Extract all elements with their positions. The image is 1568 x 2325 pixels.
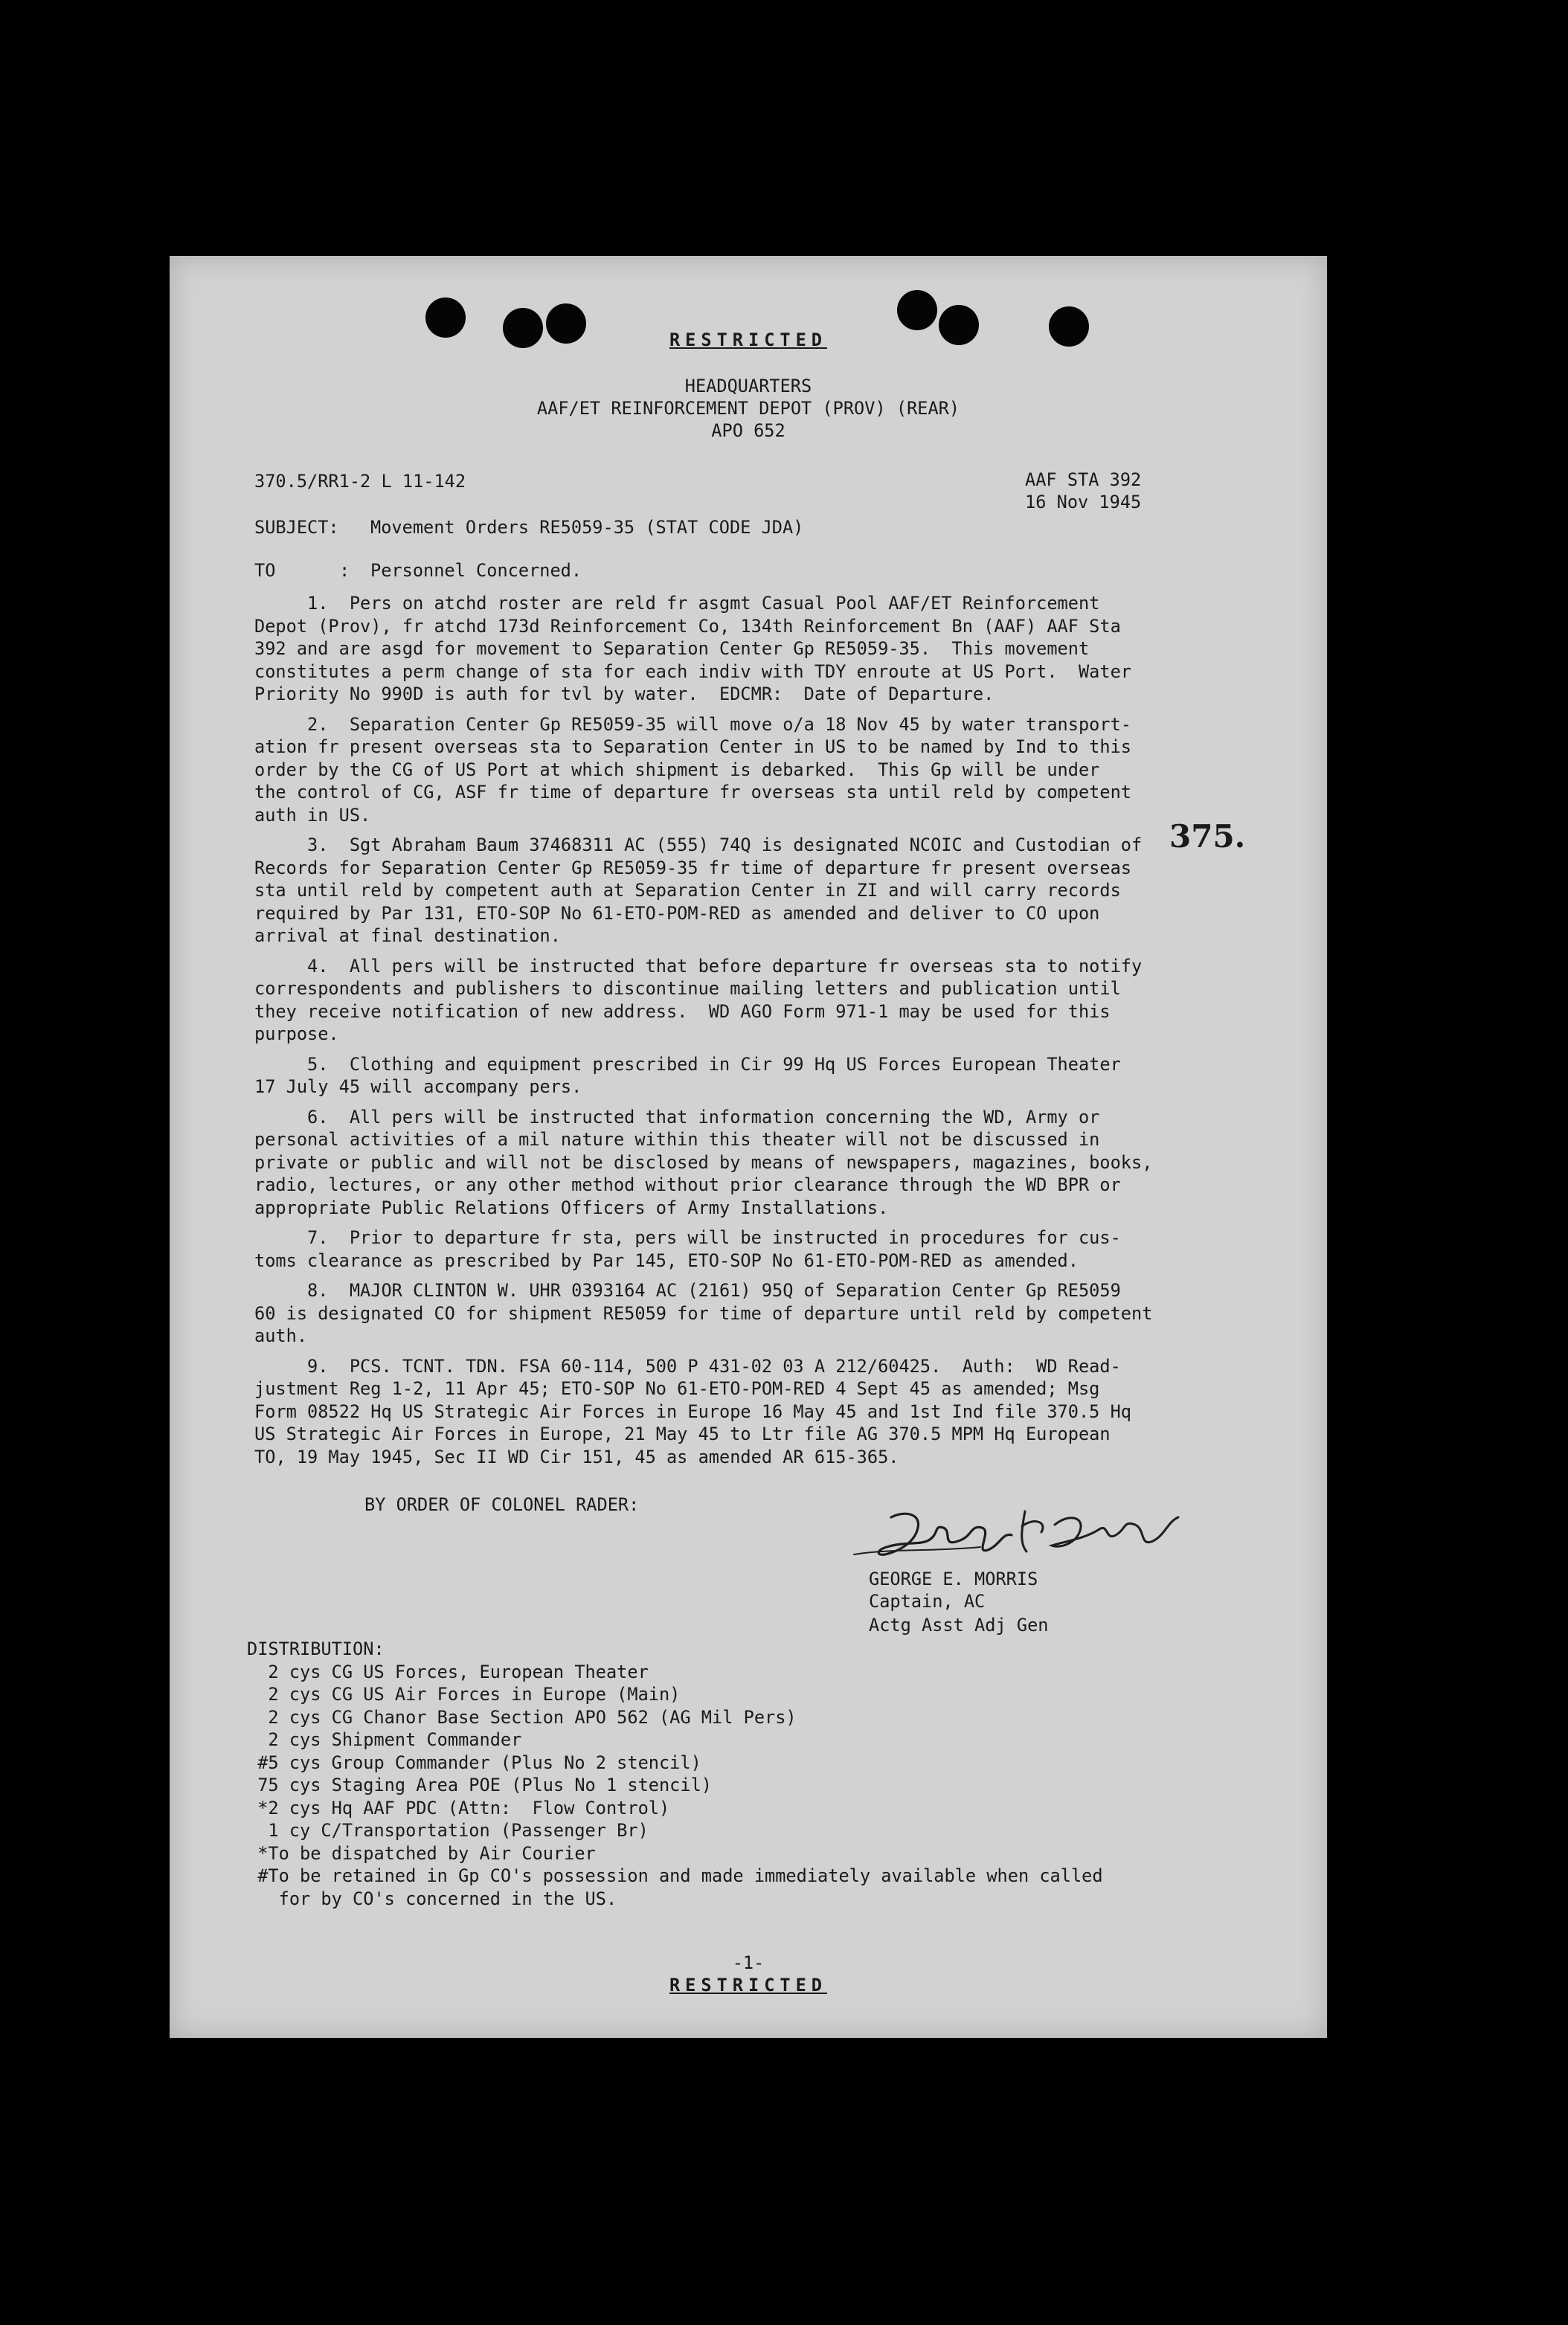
paragraph-line: constitutes a perm change of sta for each indiv with TDY enroute at US Port. Water (254, 660, 1131, 682)
paragraph-2 (254, 713, 1311, 827)
paragraph-line: 6. All pers will be instructed that information concerning the WD, Army or (254, 1106, 1100, 1128)
signature-rank: Captain, AC (869, 1591, 986, 1612)
distribution-line: #To be retained in Gp CO's possession and made immediately available when called (247, 1865, 1103, 1886)
paragraph-line: the control of CG, ASF fr time of departure fr overseas sta until reld by competent (254, 782, 1131, 803)
paragraph-8 (254, 1279, 1311, 1348)
distribution-line: 2 cys CG Chanor Base Section APO 562 (AG Mil Pers) (247, 1706, 797, 1728)
stamp-number: 375. (1169, 818, 1246, 855)
paragraph-line: appropriate Public Relations Officers of Army Installations. (254, 1197, 889, 1218)
page-number: -1- (732, 1952, 765, 1973)
paragraph-line: 2. Separation Center Gp RE5059-35 will move o/a 18 Nov 45 by water transport- (254, 713, 1131, 735)
distribution-line: *To be dispatched by Air Courier (247, 1842, 596, 1864)
paragraph-line: justment Reg 1-2, 11 Apr 45; ETO-SOP No 61-ETO-POM-RED 4 Sept 45 as amended; Msg (254, 1378, 1100, 1399)
distribution-line: for by CO's concerned in the US. (247, 1888, 617, 1909)
paragraph-line: they receive notification of new address. WD AGO Form 971-1 may be used for this (254, 1000, 1111, 1022)
org-depot: AAF/ET REINFORCEMENT DEPOT (PROV) (REAR) (536, 398, 960, 419)
body-text (254, 592, 1311, 1468)
paragraph-line: radio, lectures, or any other method without prior clearance through the WD BPR or (254, 1174, 1121, 1195)
paragraph-7 (254, 1226, 1311, 1272)
distribution-line: 2 cys CG US Forces, European Theater (247, 1661, 649, 1682)
paragraph-line: auth in US. (254, 804, 371, 826)
subject-label: SUBJECT: (254, 517, 339, 538)
paragraph-line: sta until reld by competent auth at Separation Center in ZI and will carry records (254, 880, 1121, 901)
distribution-line: 2 cys Shipment Commander (247, 1729, 522, 1750)
by-order-line: BY ORDER OF COLONEL RADER: (364, 1494, 640, 1515)
paragraph-line: personal activities of a mil nature within this theater will not be discussed in (254, 1129, 1100, 1150)
paragraph-line: private or public and will not be disclosed by means of newspapers, magazines, books, (254, 1151, 1153, 1173)
distribution-line: *2 cys Hq AAF PDC (Attn: Flow Control) (247, 1797, 670, 1818)
station: AAF STA 392 (1025, 469, 1142, 490)
file-reference: 370.5/RR1-2 L 11-142 (254, 471, 466, 492)
paragraph-1 (254, 592, 1311, 706)
paragraph-9 (254, 1355, 1311, 1469)
subject: Movement Orders RE5059-35 (STAT CODE JDA) (370, 517, 804, 538)
signature-title: Actg Asst Adj Gen (869, 1615, 1049, 1636)
paragraph-line: arrival at final destination. (254, 925, 561, 946)
punch-hole-4 (897, 290, 937, 330)
distribution-line: 75 cys Staging Area POE (Plus No 1 stencil) (247, 1775, 713, 1795)
signature-name: GEORGE E. MORRIS (869, 1569, 1038, 1589)
paragraph-line: ation fr present overseas sta to Separation Center in US to be named by Ind to this (254, 736, 1131, 757)
paragraph-line: purpose. (254, 1023, 339, 1044)
paragraph-line: Form 08522 Hq US Strategic Air Forces in Europe 16 May 45 and 1st Ind file 370.5 Hq (254, 1401, 1131, 1422)
document-page (170, 256, 1327, 2038)
paragraph-line: 7. Prior to departure fr sta, pers will be instructed in procedures for cus- (254, 1227, 1121, 1248)
org-apo: APO 652 (711, 420, 785, 441)
paragraph-line: 1. Pers on atchd roster are reld fr asgmt Casual Pool AAF/ET Reinforcement (254, 593, 1100, 614)
classification-top: RESTRICTED (669, 329, 828, 350)
distribution-line: 1 cy C/Transportation (Passenger Br) (247, 1820, 649, 1841)
paragraph-line: 5. Clothing and equipment prescribed in Cir 99 Hq US Forces European Theater (254, 1053, 1121, 1075)
to-separator: : (339, 560, 350, 581)
paragraph-line: required by Par 131, ETO-SOP No 61-ETO-POM-RED as amended and deliver to CO upon (254, 902, 1100, 924)
distribution (247, 1638, 1103, 1910)
paragraph-line: Records for Separation Center Gp RE5059-35 fr time of departure fr present overseas (254, 857, 1131, 878)
paragraph-line: 3. Sgt Abraham Baum 37468311 AC (555) 74Q is designated NCOIC and Custodian of (254, 835, 1143, 855)
paragraph-4 (254, 955, 1311, 1046)
paragraph-line: Depot (Prov), fr atchd 173d Reinforcement Co, 134th Reinforcement Bn (AAF) AAF Sta (254, 615, 1121, 637)
paragraph-line: 60 is designated CO for shipment RE5059 for time of departure until reld by competent (254, 1302, 1153, 1324)
paragraph-line: TO, 19 May 1945, Sec II WD Cir 151, 45 as amended AR 615-365. (254, 1446, 899, 1467)
paragraph-line: toms clearance as prescribed by Par 145, ETO-SOP No 61-ETO-POM-RED as amended. (254, 1250, 1079, 1271)
paragraph-line: auth. (254, 1325, 308, 1346)
date: 16 Nov 1945 (1025, 492, 1142, 512)
paragraph-line: 392 and are asgd for movement to Separation Center Gp RE5059-35. This movement (254, 638, 1090, 659)
paragraph-line: 4. All pers will be instructed that before departure fr overseas sta to notify (254, 955, 1143, 977)
to-label: TO (254, 560, 276, 581)
paragraph-line: correspondents and publishers to discontinue mailing letters and publication until (254, 978, 1121, 999)
distribution-heading: DISTRIBUTION: (247, 1639, 385, 1659)
paragraph-line: US Strategic Air Forces in Europe, 21 May 45 to Ltr file AG 370.5 MPM Hq European (254, 1424, 1111, 1444)
paragraph-3 (254, 834, 1311, 948)
distribution-line: 2 cys CG US Air Forces in Europe (Main) (247, 1684, 681, 1705)
paragraph-line: Priority No 990D is auth for tvl by water. EDCMR: Date of Departure. (254, 684, 995, 704)
paragraph-line: 8. MAJOR CLINTON W. UHR 0393164 AC (2161) 95Q of Separation Center Gp RE5059 (254, 1280, 1121, 1301)
paragraph-line: order by the CG of US Port at which shipment is debarked. This Gp will be under (254, 759, 1100, 780)
distribution-line: #5 cys Group Commander (Plus No 2 stencil) (247, 1752, 701, 1773)
paragraph-line: 9. PCS. TCNT. TDN. FSA 60-114, 500 P 431-02 03 A 212/60425. Auth: WD Read- (254, 1355, 1121, 1377)
to-addressee: Personnel Concerned. (370, 560, 582, 581)
paragraph-5 (254, 1053, 1311, 1099)
paragraph-6 (254, 1106, 1311, 1220)
org-headquarters: HEADQUARTERS (684, 376, 812, 396)
classification-bottom: RESTRICTED (669, 1975, 828, 1996)
paragraph-line: 17 July 45 will accompany pers. (254, 1076, 582, 1097)
